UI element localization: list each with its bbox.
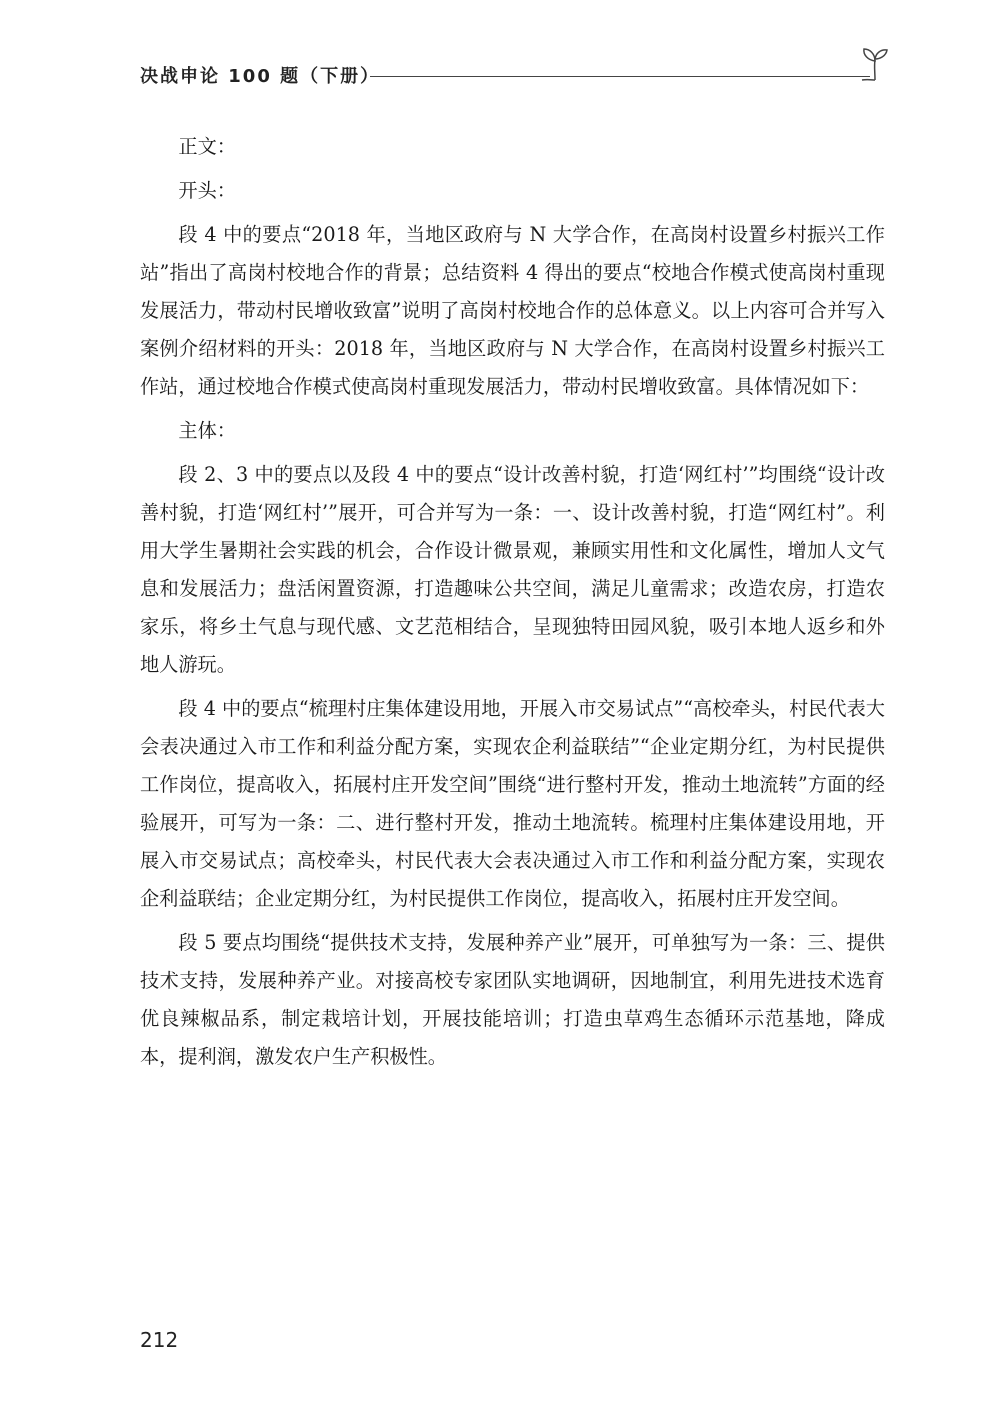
book-title: 决战申论 100 题（下册）: [140, 66, 381, 87]
paragraph-opening-analysis: 段 4 中的要点“2018 年，当地区政府与 N 大学合作，在高岗村设置乡村振兴工作站”指出了高岗村校地合作的背景；总结资料 4 得出的要点“校地合作模式使高岗村重现发展活力，带动村民增收致富”说明了高岗村校地合作的总体意义。以上内容可合并写入案例介绍材料的开头：2018 年，当地区政府与 N 大学合作，在高岗村设置乡村振兴工作站，通过校地合作模式使高岗村重现发展活力，带动村民增收致富。具体情况如下：: [140, 223, 885, 398]
sprout-icon: [858, 46, 892, 82]
paragraph-point-one: 段 2、3 中的要点以及段 4 中的要点“设计改善村貌，打造‘网红村’”均围绕“设计改善村貌，打造‘网红村’”展开，可合并写为一条：一、设计改善村貌，打造“网红村”。利用大学生暑期社会实践的机会，合作设计微景观，兼顾实用性和文化属性，增加人文气息和发展活力；盘活闲置资源，打造趣味公共空间，满足儿童需求；改造农房，打造农家乐，将乡土气息与现代感、文艺范相结合，呈现独特田园风貌，吸引本地人返乡和外地人游玩。: [140, 463, 885, 676]
running-header: [140, 60, 900, 100]
paragraph-point-three: 段 5 要点均围绕“提供技术支持，发展种养产业”展开，可单独写为一条：三、提供技术支持，发展种养产业。对接高校专家团队实地调研，因地制宜，利用先进技术选育优良辣椒品系，制定栽培计划，开展技能培训；打造虫草鸡生态循环示范基地，降成本，提利润，激发农户生产积极性。: [140, 931, 885, 1068]
page-number: 212: [140, 1328, 179, 1352]
main-text: [140, 128, 885, 1076]
paragraph-body-label: 正文：: [178, 135, 236, 158]
paragraph-point-two: 段 4 中的要点“梳理村庄集体建设用地，开展入市交易试点”“高校牵头，村民代表大会表决通过入市工作和利益分配方案，实现农企利益联结”“企业定期分红，为村民提供工作岗位，提高收入，拓展村庄开发空间”围绕“进行整村开发，推动土地流转”方面的经验展开，可写为一条：二、进行整村开发，推动土地流转。梳理村庄集体建设用地，开展入市交易试点；高校牵头，村民代表大会表决通过入市工作和利益分配方案，实现农企利益联结；企业定期分红，为村民提供工作岗位，提高收入，拓展村庄开发空间。: [140, 697, 885, 910]
header-rule: [370, 76, 870, 77]
paragraph-main-label: 主体：: [178, 419, 236, 442]
paragraph-opening-label: 开头：: [178, 179, 236, 202]
